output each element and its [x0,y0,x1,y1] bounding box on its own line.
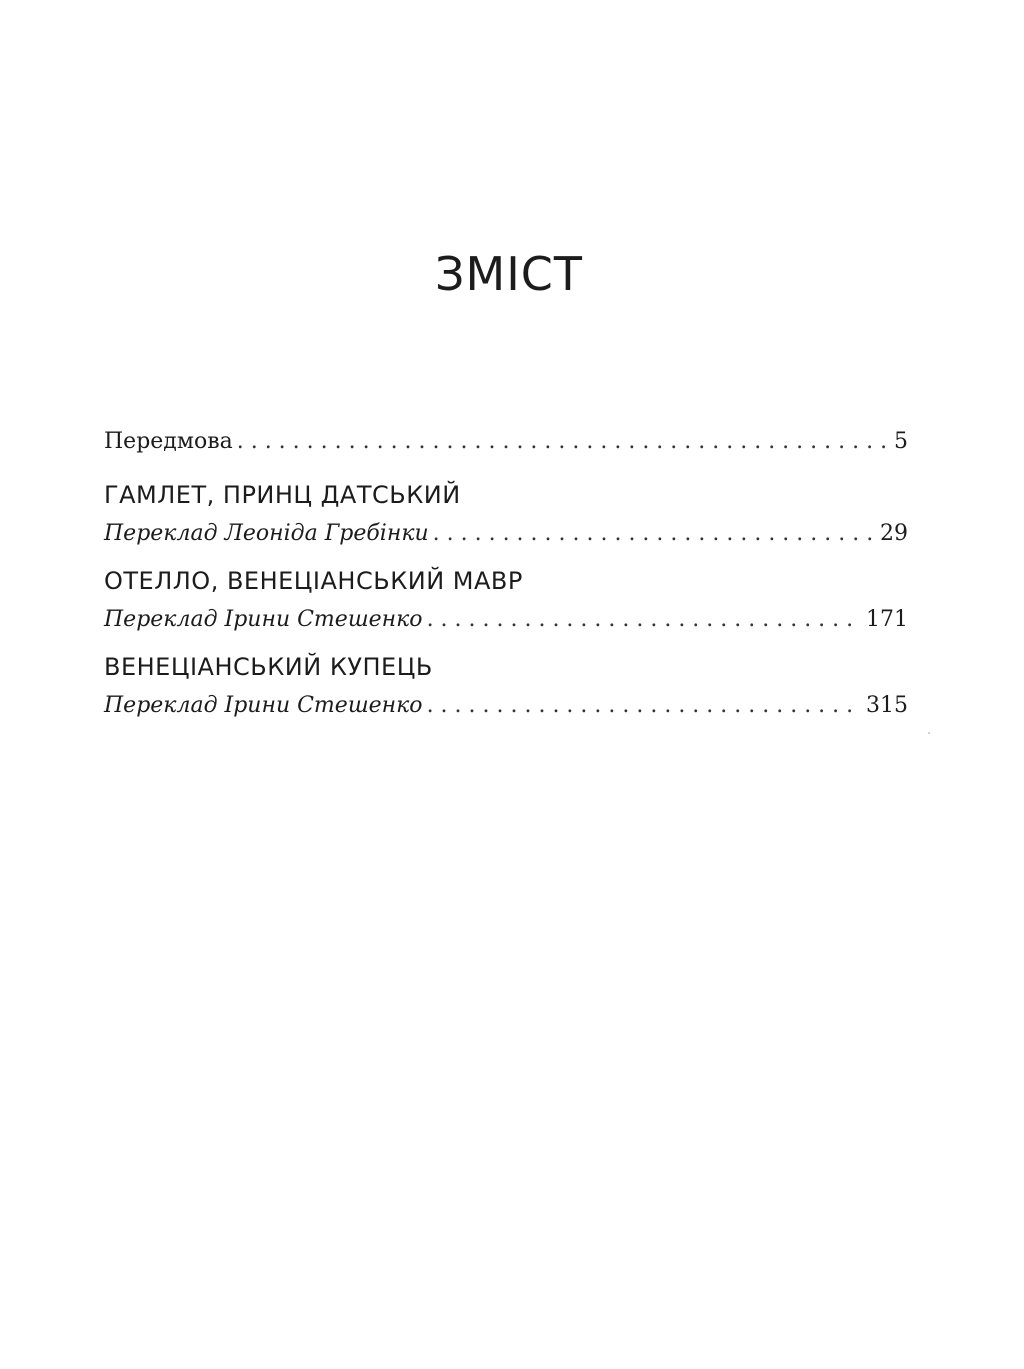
toc-entry-translator: Переклад Ірини Стешенко [104,693,423,718]
toc-entry-line [104,603,908,637]
toc-entry-title: ВЕНЕЦІАНСЬКИЙ КУПЕЦЬ [104,653,433,681]
toc-preface-label: Передмова [104,429,233,454]
dot-leader [427,603,862,637]
paper-speck [928,732,930,734]
toc-entry-translator: Переклад Леоніда Гребінки [104,521,429,546]
toc-entry-title: ОТЕЛЛО, ВЕНЕЦІАНСЬКИЙ МАВР [104,567,523,595]
dot-leader [237,425,890,459]
table-of-contents [104,425,908,723]
toc-entry-title: ГАМЛЕТ, ПРИНЦ ДАТСЬКИЙ [104,481,461,509]
page-title: ЗМІСТ [435,247,583,301]
toc-entry-translator: Переклад Ірини Стешенко [104,607,423,632]
toc-preface-line [104,425,908,459]
toc-entry-page: 315 [866,693,908,718]
toc-entry-page: 29 [880,521,908,546]
toc-entry-line [104,689,908,723]
toc-entry-line [104,517,908,551]
dot-leader [433,517,876,551]
toc-preface-page: 5 [894,429,908,454]
toc-entry [104,559,908,637]
toc-entry-page: 171 [866,607,908,632]
dot-leader [427,689,862,723]
toc-entry [104,473,908,551]
toc-entry [104,645,908,723]
